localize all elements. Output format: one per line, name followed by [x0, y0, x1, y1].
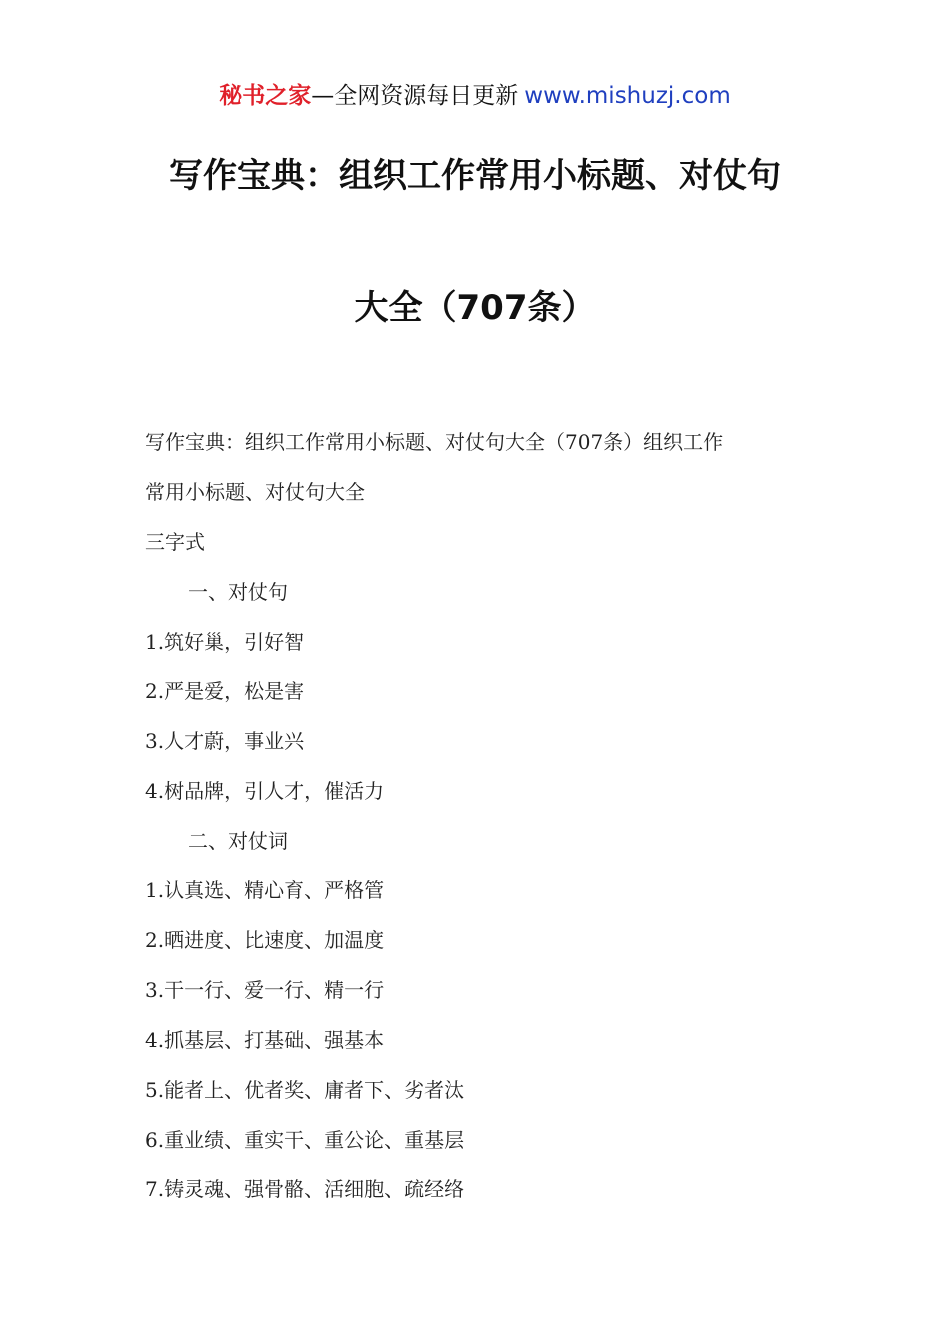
document-title-line-2: 大全（707条）: [354, 288, 596, 328]
site-header: [0, 80, 950, 112]
list-item: 2.晒进度、比速度、加温度: [145, 928, 385, 952]
site-tagline: —全网资源每日更新: [311, 83, 519, 109]
list-item: 1.认真选、精心育、严格管: [145, 878, 385, 902]
list-item: 7.铸灵魂、强骨骼、活细胞、疏经络: [145, 1177, 465, 1201]
list-item: 4.抓基层、打基础、强基本: [145, 1028, 385, 1052]
list-item: 6.重业绩、重实干、重公论、重基层: [145, 1128, 465, 1152]
intro-paragraph-line-2: 常用小标题、对仗句大全: [145, 480, 365, 504]
intro-paragraph-line-1: 写作宝典：组织工作常用小标题、对仗句大全（707条）组织工作: [145, 430, 724, 454]
list-item: 4.树品牌，引人才，催活力: [145, 779, 385, 803]
list-item: 2.严是爱，松是害: [145, 679, 305, 703]
list-item: 3.干一行、爱一行、精一行: [145, 978, 385, 1002]
section-heading-2: 二、对仗词: [188, 829, 288, 853]
section-type-label: 三字式: [145, 530, 205, 554]
document-title-line-1: 写作宝典：组织工作常用小标题、对仗句: [169, 156, 781, 196]
site-url-link[interactable]: www.mishuzj.com: [524, 83, 731, 109]
list-item: 3.人才蔚，事业兴: [145, 729, 305, 753]
site-brand: 秘书之家: [219, 83, 312, 109]
list-item: 1.筑好巢，引好智: [145, 630, 305, 654]
section-heading-1: 一、对仗句: [188, 580, 288, 604]
list-item: 5.能者上、优者奖、庸者下、劣者汰: [145, 1078, 465, 1102]
